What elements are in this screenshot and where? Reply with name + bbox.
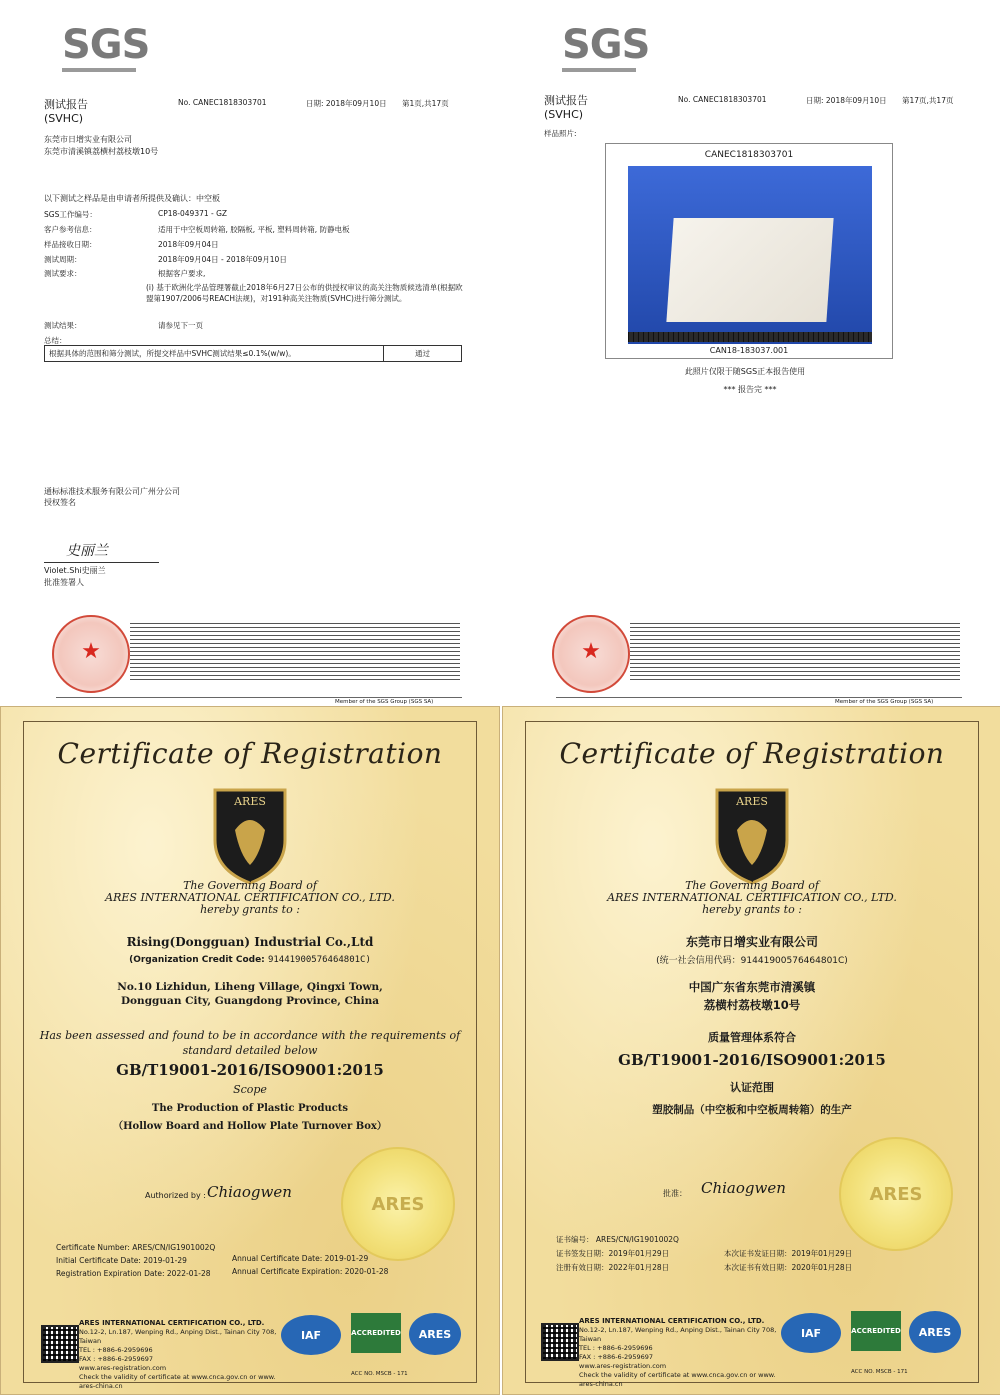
- org-name: ARES INTERNATIONAL CERTIFICATION CO., LTD.: [579, 1317, 765, 1325]
- initial-date: Initial Certificate Date: 2019-01-29: [56, 1256, 187, 1265]
- report-number: No. CANEC1818303701: [178, 98, 267, 107]
- org-web2: ares-china.cn: [79, 1382, 123, 1390]
- expiration-date: 注册有效日期：2022年01月28日: [556, 1263, 670, 1272]
- credit-code-line: [1, 955, 499, 965]
- org-web2: ares-china.cn: [579, 1380, 623, 1388]
- row-label: 测试周期：: [44, 255, 82, 264]
- certificate-title: Certificate of Registration: [57, 737, 443, 770]
- certificate-number: Certificate Number: ARES/CN/IG1901002Q: [56, 1243, 216, 1252]
- org-tel: TEL : +886-6-2959696: [79, 1346, 153, 1354]
- row-value: 2018年09月04日 - 2018年09月10日: [158, 255, 287, 264]
- gold-seal: ARES: [341, 1147, 455, 1261]
- row-label: 测试要求：: [44, 269, 82, 278]
- row-value: CP18-049371 - GZ: [158, 209, 228, 218]
- report-subtitle: (SVHC): [44, 112, 84, 125]
- authorized-label: Authorized by :: [145, 1191, 206, 1200]
- org-tel: TEL : +886-6-2959696: [579, 1344, 653, 1352]
- assessment-line: 质量管理体系符合: [708, 1031, 796, 1044]
- qr-code-icon: [541, 1323, 579, 1361]
- ares-emblem: [205, 785, 295, 885]
- iaf-logo-icon: IAF: [281, 1315, 341, 1355]
- row-label: SGS工作编号：: [44, 210, 97, 219]
- annual-expiration: 本次证书有效日期：2020年01月28日: [724, 1263, 853, 1272]
- summary-table: [44, 345, 462, 362]
- signer-name: Violet.Shi史丽兰: [44, 566, 106, 575]
- sample-photo-frame: [605, 143, 893, 359]
- org-check: Check the validity of certificate at www.cnca.gov.cn or www.: [79, 1373, 276, 1381]
- result-label: 测试结果：: [44, 321, 82, 330]
- summary-result: 通过: [384, 346, 462, 362]
- annual-expiration: Annual Certificate Expiration: 2020-01-28: [232, 1267, 389, 1276]
- org-footer: [79, 1319, 279, 1391]
- summary-text: 根据具体的范围和筛分测试，所提交样品中SVHC测试结果≤0.1%(w/w)。: [45, 346, 384, 362]
- expiration-date: Registration Expiration Date: 2022-01-28: [56, 1269, 211, 1278]
- standard: GB/T19001-2016/ISO9001:2015: [618, 1051, 886, 1069]
- authorized-signature: Chiaogwen: [207, 1183, 292, 1201]
- standard: GB/T19001-2016/ISO9001:2015: [116, 1061, 384, 1079]
- row-value: 2018年09月04日: [158, 240, 219, 249]
- authorized-signature: Chiaogwen: [701, 1179, 786, 1197]
- photo-label: 样品照片:: [544, 129, 577, 138]
- initial-date: 证书签发日期：2019年01月29日: [556, 1249, 670, 1258]
- ares-logo-icon: ARES: [409, 1313, 461, 1355]
- scope-label: 认证范围: [730, 1081, 774, 1094]
- sgs-logo-bar: [62, 68, 136, 72]
- qr-code-icon: [41, 1325, 79, 1363]
- row-label: 样品接收日期：: [44, 240, 97, 249]
- org-fax: FAX : +886-6-2959697: [79, 1355, 153, 1363]
- org-name: ARES INTERNATIONAL CERTIFICATION CO., LTD.: [79, 1319, 265, 1327]
- ares-emblem: [707, 785, 797, 885]
- summary-label: 总结：: [44, 336, 67, 345]
- org-address: No.12-2, Ln.187, Wenping Rd., Anping Dist., Tainan City 708, Taiwan: [579, 1326, 777, 1343]
- sgs-logo: SGS: [62, 22, 150, 68]
- credit-label: (Organization Credit Code:: [129, 955, 265, 965]
- sample-photo: [628, 166, 872, 344]
- emblem-label: ARES: [736, 795, 768, 808]
- footer-disclaimer: [130, 620, 460, 680]
- emblem-label: ARES: [234, 795, 266, 808]
- accreditation-number: ACC NO. MSCB - 171: [851, 1369, 908, 1375]
- org-web: www.ares-registration.com: [579, 1362, 667, 1370]
- report-intro: 以下测试之样品是由申请者所提供及确认：中空板: [44, 194, 220, 203]
- signer-role: 批准签署人: [44, 578, 84, 587]
- iaf-logo-icon: IAF: [781, 1313, 841, 1353]
- signature-line: [44, 562, 159, 563]
- address-line-2: Dongguan City, Guangdong Province, China: [120, 995, 380, 1007]
- grantee-company: 东莞市日增实业有限公司: [685, 935, 818, 949]
- report-number: No. CANEC1818303701: [678, 95, 767, 104]
- scope-line-1: The Production of Plastic Products: [151, 1103, 349, 1114]
- report-title: 测试报告: [544, 94, 588, 107]
- credit-code: (统一社会信用代码：91441900576464801C): [656, 956, 848, 966]
- handwritten-signature: 史丽兰: [66, 543, 108, 559]
- row-value: 适用于中空板周转箱, 胶隔板, 平板, 塑料周转箱, 防静电板: [158, 225, 350, 234]
- sample-board: [666, 218, 833, 322]
- org-footer: [579, 1317, 779, 1389]
- certificate-title: Certificate of Registration: [559, 737, 945, 770]
- address-line-1: 中国广东省东莞市清溪镇: [688, 980, 816, 994]
- org-web: www.ares-registration.com: [79, 1364, 167, 1372]
- assessment-line-1: Has been assessed and found to be in accordance with the requirements of: [39, 1029, 461, 1042]
- scope-line-2: （Hollow Board and Hollow Plate Turnover Box）: [113, 1121, 387, 1132]
- client-company: 东莞市日增实业有限公司: [44, 135, 132, 144]
- address-line-2: 荔横村荔枝墩10号: [703, 998, 801, 1012]
- accredited-logo-icon: ACCREDITED: [851, 1311, 901, 1351]
- accredited-logo-icon: ACCREDITED: [351, 1313, 401, 1353]
- org-address: No.12-2, Ln.187, Wenping Rd., Anping Dist., Tainan City 708, Taiwan: [79, 1328, 277, 1345]
- scope-label: Scope: [233, 1083, 267, 1096]
- row-label: 客户参考信息：: [44, 225, 97, 234]
- member-text: Member of the SGS Group (SGS SA): [335, 699, 434, 705]
- client-address: 东莞市清溪镇荔横村荔枝墩10号: [44, 147, 159, 156]
- board-line-2: ARES INTERNATIONAL CERTIFICATION CO., LTD.: [105, 891, 395, 904]
- row-value: 根据客户要求,: [158, 269, 206, 278]
- member-text: Member of the SGS Group (SGS SA): [835, 699, 934, 705]
- photo-note: 此照片仅限于随SGS正本报告使用: [684, 367, 806, 376]
- official-seal: [552, 615, 630, 693]
- annual-date: 本次证书发证日期：2019年01月29日: [724, 1249, 853, 1258]
- report-title: 测试报告: [44, 98, 88, 111]
- assessment-line-2: standard detailed below: [182, 1044, 318, 1057]
- lab-sign-label: 授权签名: [44, 498, 76, 507]
- authorized-label: 批准：: [663, 1189, 687, 1198]
- board-line-1: The Governing Board of: [183, 879, 317, 892]
- report-right: [500, 0, 1000, 705]
- board-line-3: hereby grants to :: [702, 903, 802, 916]
- ares-logo-icon: ARES: [909, 1311, 961, 1353]
- report-page: 第1页,共17页: [402, 99, 449, 108]
- footer-disclaimer: [630, 620, 960, 680]
- accreditation-number: ACC NO. MSCB - 171: [351, 1371, 408, 1377]
- gold-seal: ARES: [839, 1137, 953, 1251]
- star-icon: ★: [81, 639, 101, 664]
- board-line-1: The Governing Board of: [685, 879, 819, 892]
- official-seal: [52, 615, 130, 693]
- result-value: 请参见下一页: [158, 321, 203, 330]
- report-subtitle: (SVHC): [544, 108, 584, 121]
- requirement-detail: (i) 基于欧洲化学品管理署截止2018年6月27日公布的供授权审议的高关注物质候选清单(根据欧盟第1907/2006号REACH法规)，对191种高关注物质(SVHC)进行筛分测试。: [146, 283, 463, 303]
- report-date: 日期: 2018年09月10日: [806, 96, 887, 105]
- certificate-en: [0, 706, 500, 1395]
- footer-rule: [56, 697, 462, 698]
- ruler: [628, 332, 872, 342]
- org-fax: FAX : +886-6-2959697: [579, 1353, 653, 1361]
- sgs-logo-bar: [562, 68, 636, 72]
- annual-date: Annual Certificate Date: 2019-01-29: [232, 1254, 369, 1263]
- address-line-1: No.10 Lizhidun, Liheng Village, Qingxi Town,: [117, 981, 383, 993]
- report-date: 日期: 2018年09月10日: [306, 99, 387, 108]
- report-page: 第17页,共17页: [902, 96, 954, 105]
- photo-caption-top: CANEC1818303701: [704, 150, 794, 160]
- board-line-3: hereby grants to :: [200, 903, 300, 916]
- report-left: [0, 0, 500, 705]
- grantee-company: Rising(Dongguan) Industrial Co.,Ltd: [126, 935, 374, 949]
- sgs-logo: SGS: [562, 22, 650, 68]
- certificate-number: 证书编号： ARES/CN/IG1901002Q: [556, 1235, 679, 1244]
- photo-caption-bottom: CAN18-183037.001: [709, 346, 789, 355]
- certificate-cn: [502, 706, 1000, 1395]
- board-line-2: ARES INTERNATIONAL CERTIFICATION CO., LTD.: [607, 891, 897, 904]
- footer-rule: [556, 697, 962, 698]
- lab-name: 通标标准技术服务有限公司广州分公司: [44, 487, 180, 496]
- org-check: Check the validity of certificate at www.cnca.gov.cn or www.: [579, 1371, 776, 1379]
- scope-line: 塑胶制品（中空板和中空板周转箱）的生产: [652, 1104, 852, 1116]
- credit-code: 91441900576464801C): [267, 955, 371, 965]
- star-icon: ★: [581, 639, 601, 664]
- report-end: *** 报告完 ***: [723, 385, 777, 394]
